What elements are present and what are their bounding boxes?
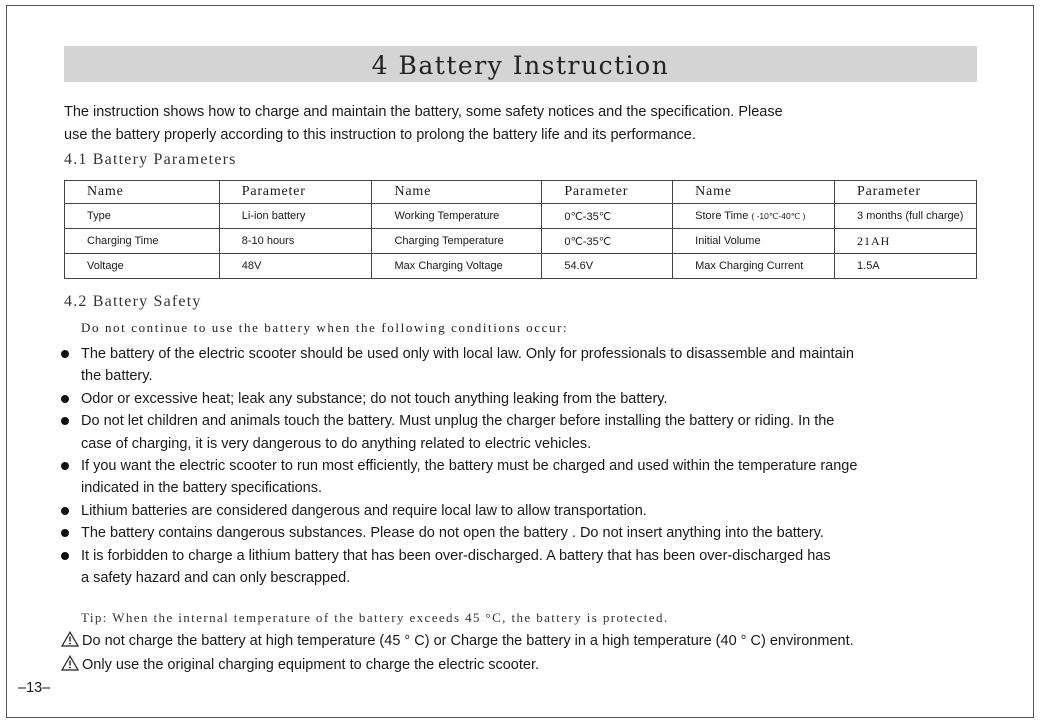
- table-cell: 1.5A: [835, 254, 977, 279]
- list-item-line: a safety hazard and can only bescrapped.: [81, 570, 351, 587]
- store-time-range: ( -10℃-40℃ ): [751, 211, 806, 221]
- table-header: Parameter: [542, 181, 673, 204]
- table-row: [65, 254, 977, 279]
- table-row: [65, 229, 977, 254]
- warning-item: [61, 654, 539, 676]
- section-title-safety: 4.2 Battery Safety: [64, 293, 202, 310]
- bullet-dot-icon: [61, 552, 69, 560]
- bullet-dot-icon: [61, 507, 69, 515]
- list-item-line: The battery contains dangerous substances. Please do not open the battery . Do not insert anything into the battery.: [81, 525, 824, 542]
- list-item-line: Do not let children and animals touch the battery. Must unplug the charger before installing the battery or riding. In the: [81, 413, 835, 430]
- bullet-dot-icon: [61, 350, 69, 358]
- safety-lead-text: Do not continue to use the battery when the following conditions occur:: [81, 320, 569, 335]
- page-title: 4 Battery Instruction: [64, 46, 977, 82]
- table-header: Name: [65, 181, 220, 204]
- table-header-row: [65, 181, 977, 204]
- page-number: –13–: [18, 680, 51, 696]
- table-cell: 0℃-35℃: [542, 204, 673, 229]
- bullet-dot-icon: [61, 417, 69, 425]
- bullet-dot-icon: [61, 529, 69, 537]
- table-cell: 0℃-35℃: [542, 229, 673, 254]
- intro-line: use the battery properly according to this instruction to prolong the battery life and its performance.: [64, 127, 696, 143]
- table-cell: [673, 204, 835, 229]
- table-cell: 54.6V: [542, 254, 673, 279]
- list-item-line: the battery.: [81, 368, 153, 385]
- list-item-line: Lithium batteries are considered dangerous and require local law to allow transportation.: [81, 502, 647, 519]
- table-header: Name: [372, 181, 542, 204]
- bullet-dot-icon: [61, 462, 69, 470]
- table-cell: Li-ion battery: [219, 204, 372, 229]
- table-cell: Max Charging Current: [673, 254, 835, 279]
- table-cell: Voltage: [65, 254, 220, 279]
- list-item: [60, 455, 1000, 500]
- list-item: [60, 545, 1000, 590]
- list-item-line: Odor or excessive heat; leak any substance; do not touch anything leaking from the battery.: [81, 390, 668, 407]
- bullet-dot-icon: [61, 395, 69, 403]
- table-cell: 3 months (full charge): [835, 204, 977, 229]
- list-item: [60, 388, 1000, 410]
- list-item-line: The battery of the electric scooter should be used only with local law. Only for professionals to disassemble and maintain: [81, 346, 854, 362]
- table-cell: Charging Time: [65, 229, 220, 254]
- warning-item: [61, 630, 854, 652]
- safety-bullet-list: [60, 343, 1000, 589]
- list-item-line: It is forbidden to charge a lithium battery that has been over-discharged. A battery that has been over-discharged has: [81, 547, 831, 564]
- table-header: Parameter: [219, 181, 372, 204]
- list-item: [60, 343, 1000, 388]
- table-cell: Charging Temperature: [372, 229, 542, 254]
- table-cell: 21AH: [835, 229, 977, 254]
- table-header: Name: [673, 181, 835, 204]
- list-item-line: indicated in the battery specifications.: [81, 480, 322, 497]
- list-item: [60, 500, 1000, 522]
- battery-parameters-table: [64, 180, 977, 279]
- table-cell: Initial Volume: [673, 229, 835, 254]
- list-item: [60, 522, 1000, 544]
- table-cell: 8-10 hours: [219, 229, 372, 254]
- table-cell: Working Temperature: [372, 204, 542, 229]
- tip-text: Tip: When the internal temperature of the battery exceeds 45 °C, the battery is protected.: [81, 610, 669, 625]
- list-item-line: case of charging, it is very dangerous to do anything related to electric vehicles.: [81, 435, 592, 452]
- table-cell: 48V: [219, 254, 372, 279]
- warning-triangle-icon: [61, 655, 79, 671]
- warning-text: Only use the original charging equipment to charge the electric scooter.: [82, 657, 540, 673]
- section-title-parameters: 4.1 Battery Parameters: [64, 151, 237, 168]
- warning-text: Do not charge the battery at high temperature (45 ° C) or Charge the battery in a high temperature (40 ° C) environment.: [82, 633, 854, 649]
- list-item-line: If you want the electric scooter to run most efficiently, the battery must be charged and used within the temperature range: [81, 458, 858, 475]
- table-row: [65, 204, 977, 229]
- table-header: Parameter: [835, 181, 977, 204]
- cell-label: Store Time: [695, 210, 749, 222]
- intro-line: The instruction shows how to charge and maintain the battery, some safety notices and the specification. Please: [64, 104, 783, 120]
- warning-triangle-icon: [61, 631, 79, 647]
- table-cell: Max Charging Voltage: [372, 254, 542, 279]
- table-cell: Type: [65, 204, 220, 229]
- intro-paragraph: [64, 101, 994, 147]
- list-item: [60, 410, 1000, 455]
